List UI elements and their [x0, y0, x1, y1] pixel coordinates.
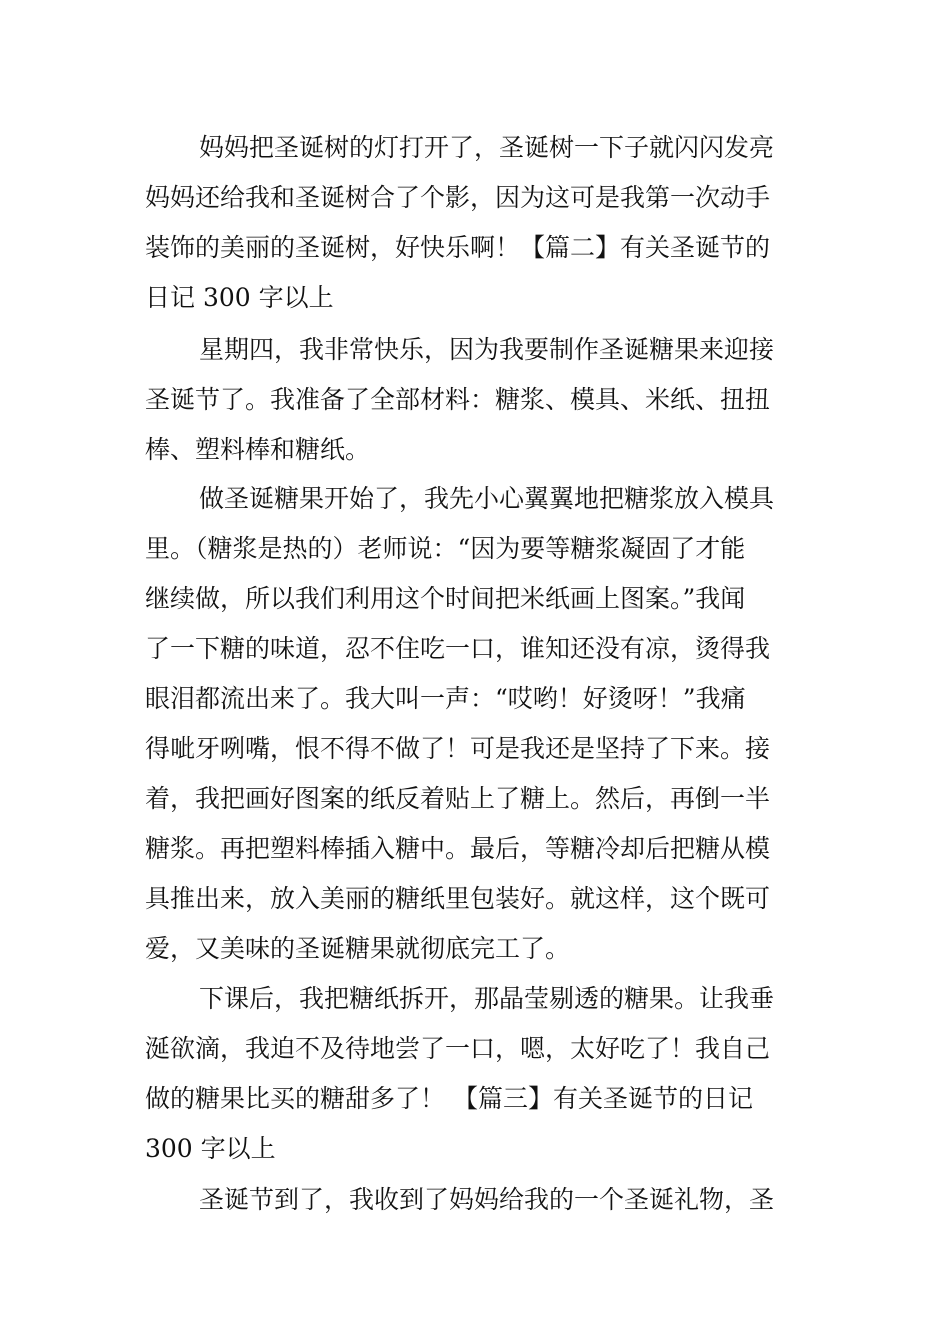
text-line: 糖浆。再把塑料棒插入糖中。最后，等糖冷却后把糖从模 [145, 834, 771, 863]
text-line: 了一下糖的味道，忍不住吃一口，谁知还没有凉，烫得我 [145, 634, 771, 663]
text-line: 圣诞节到了，我收到了妈妈给我的一个圣诞礼物，圣 [199, 1185, 775, 1214]
text-line: 装饰的美丽的圣诞树，好快乐啊！【篇二】有关圣诞节的 [145, 233, 771, 262]
text-line: 日记 300 字以上 [145, 283, 334, 312]
text-line: 300 字以上 [145, 1134, 276, 1163]
text-line: 得呲牙咧嘴，恨不得不做了！可是我还是坚持了下来。接 [145, 734, 771, 763]
text-line: 继续做，所以我们利用这个时间把米纸画上图案。”我闻 [145, 584, 746, 613]
text-line: 棒、塑料棒和糖纸。 [145, 435, 371, 464]
text-line: 圣诞节了。我准备了全部材料：糖浆、模具、米纸、扭扭 [145, 385, 771, 414]
text-line: 涎欲滴，我迫不及待地尝了一口，嗯，太好吃了！我自己 [145, 1034, 771, 1063]
text-line: 着，我把画好图案的纸反着贴上了糖上。然后，再倒一半 [145, 784, 771, 813]
text-line: 爱，又美味的圣诞糖果就彻底完工了。 [145, 934, 571, 963]
text-line: 做的糖果比买的糖甜多了！ 【篇三】有关圣诞节的日记 [145, 1084, 753, 1113]
text-line: 星期四，我非常快乐，因为我要制作圣诞糖果来迎接 [199, 335, 775, 364]
text-line: 做圣诞糖果开始了，我先小心翼翼地把糖浆放入模具 [199, 484, 775, 513]
text-line: 里。（糖浆是热的）老师说：“因为要等糖浆凝固了才能 [145, 534, 746, 563]
text-line: 具推出来，放入美丽的糖纸里包装好。就这样，这个既可 [145, 884, 771, 913]
text-line: 妈妈还给我和圣诞树合了个影，因为这可是我第一次动手 [145, 183, 771, 212]
text-line: 眼泪都流出来了。我大叫一声：“哎哟！好烫呀！”我痛 [145, 684, 746, 713]
text-line: 下课后，我把糖纸拆开，那晶莹剔透的糖果。让我垂 [199, 984, 775, 1013]
text-line: 妈妈把圣诞树的灯打开了，圣诞树一下子就闪闪发亮 [199, 133, 775, 162]
